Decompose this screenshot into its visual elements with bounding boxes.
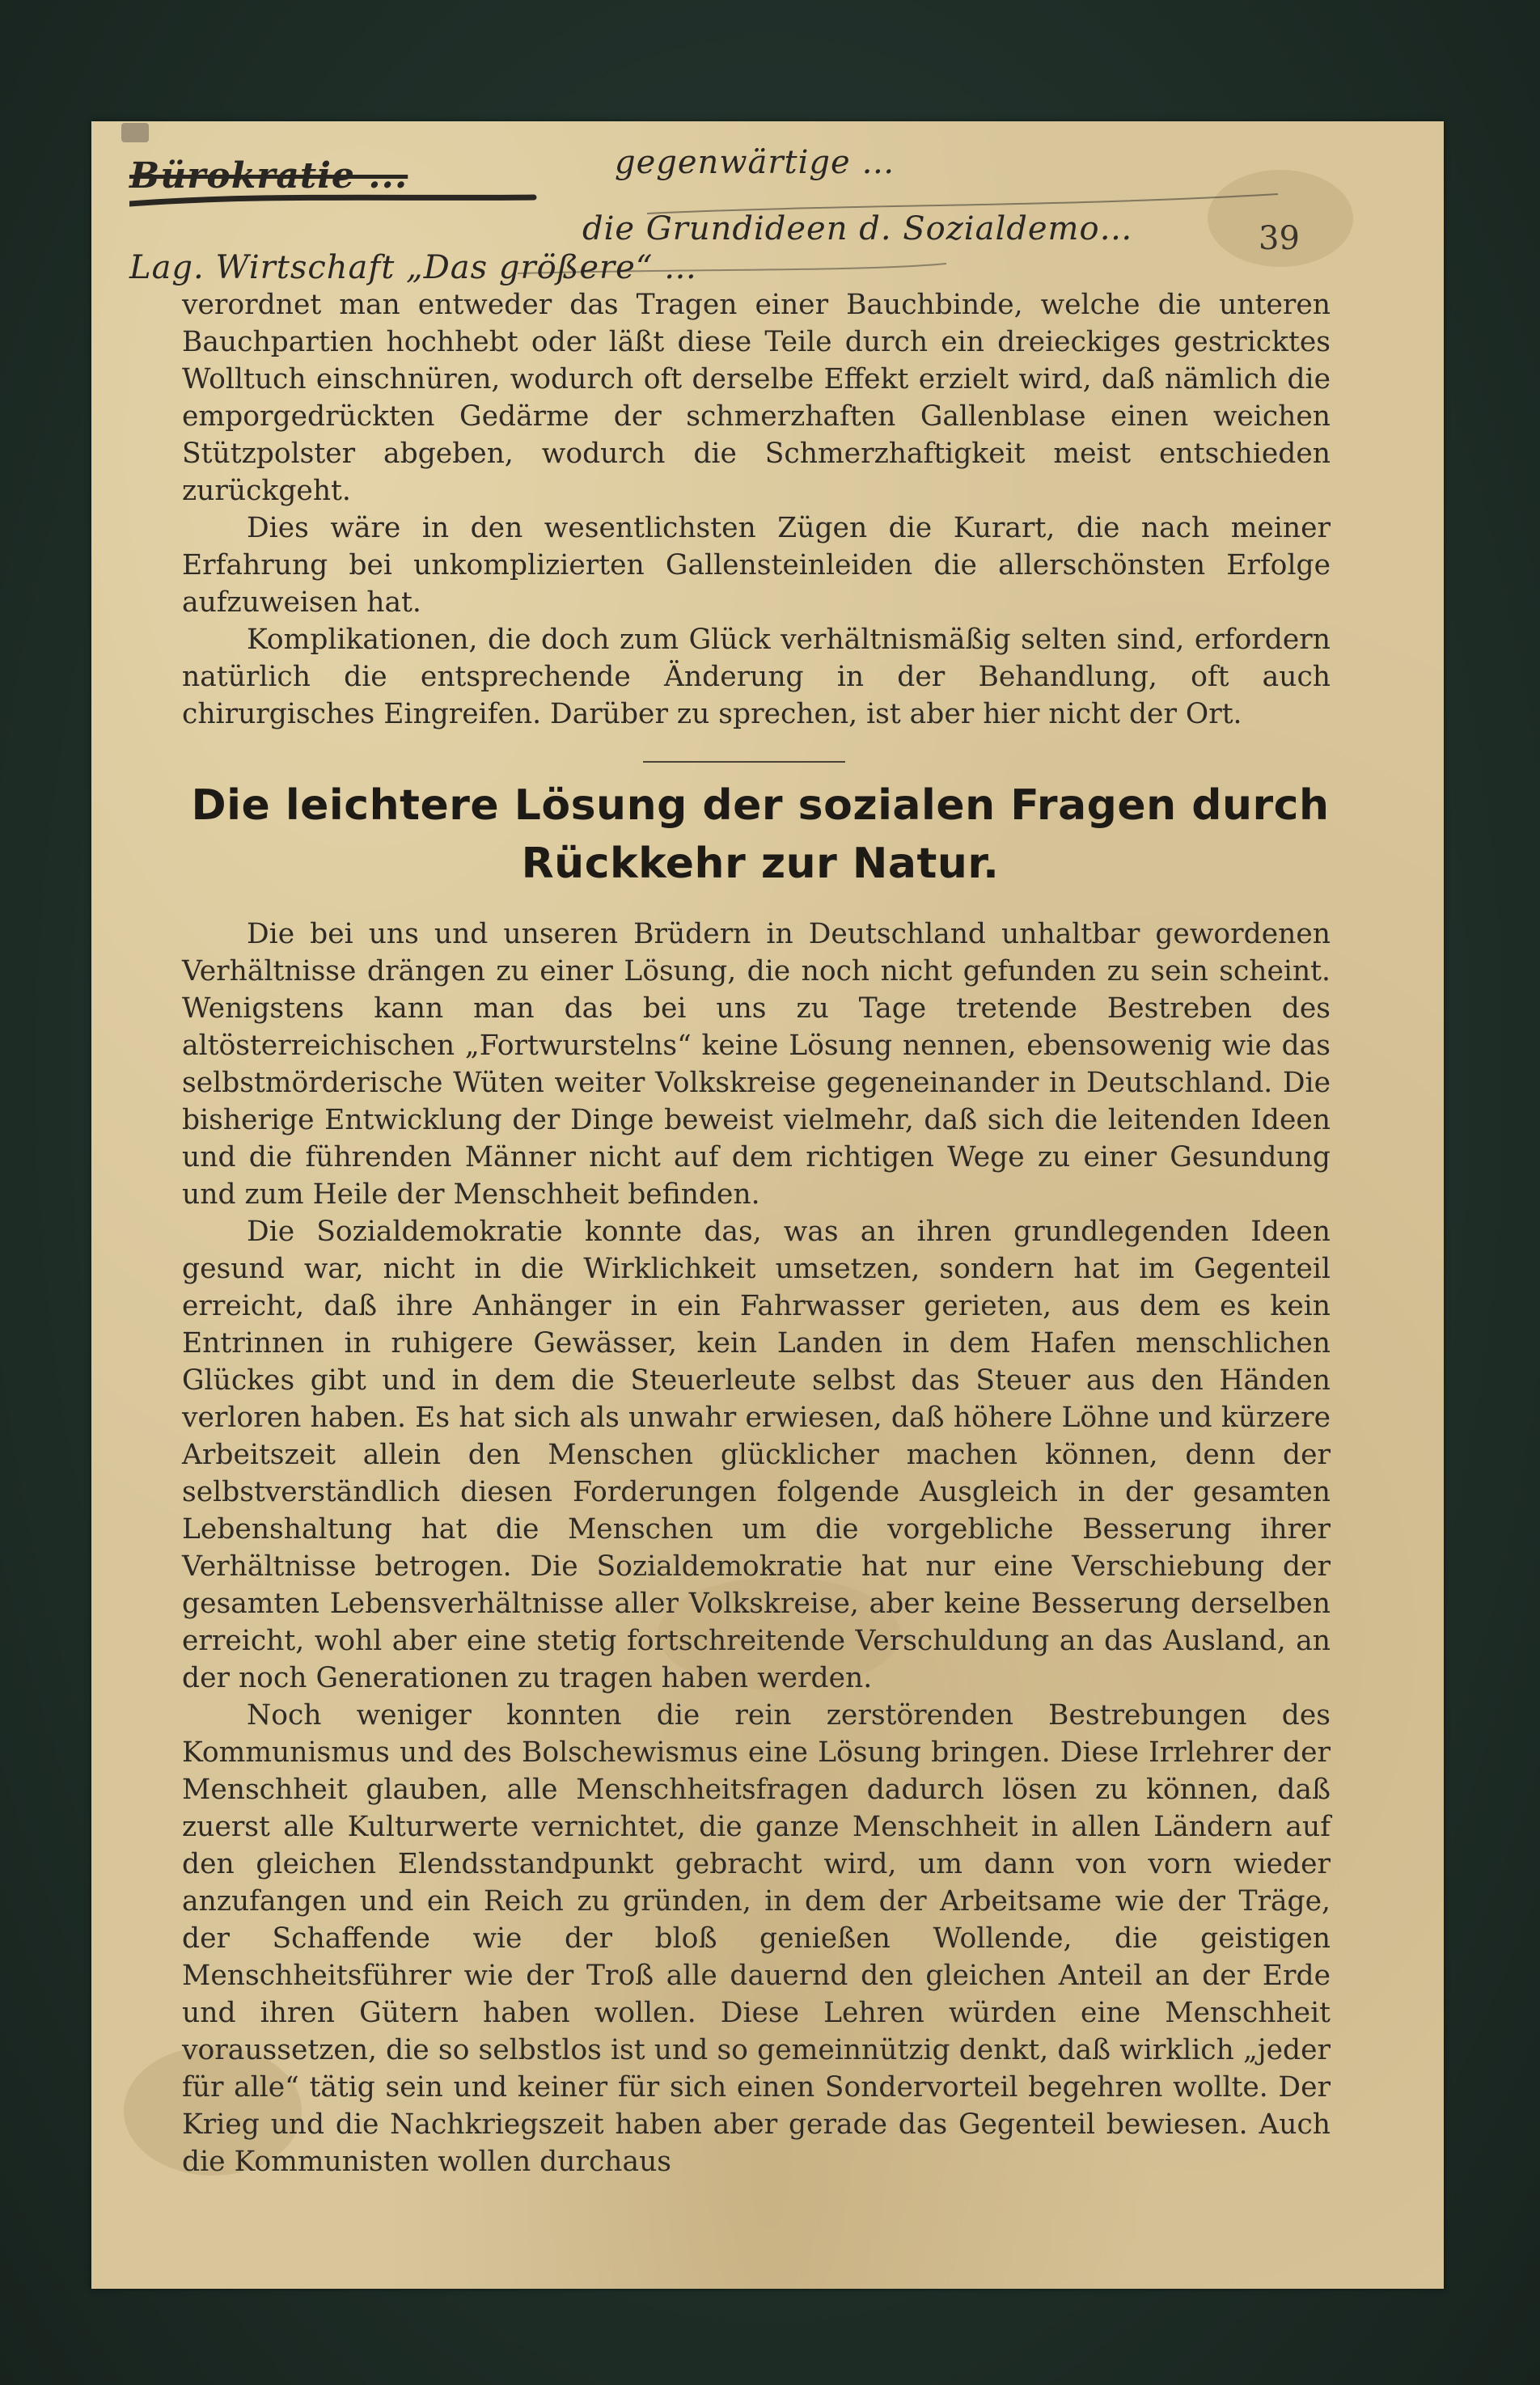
paragraph: verordnet man entweder das Tragen einer Bauchbinde, welche die unteren Bauchpartien hochhebt oder läßt diese Teile durch ein dreieckiges gestricktes Wolltuch einschnüren, wodurch oft derselbe Effekt erzielt wird, daß nämlich die emporgedrückten Gedärme der schmerzhaften Gallenblase einen weichen Stützpolster abgeben, wodurch die Schmerzhaftigkeit meist entschieden zurückgeht. (182, 289, 1331, 507)
handwritten-line-4: Lag. Wirtschaft „Das größere“ … (129, 249, 698, 286)
section-divider (643, 761, 845, 763)
previous-article-text (182, 286, 1331, 733)
paragraph: Die Sozialdemokratie konnte das, was an ihren grundlegenden Ideen gesund war, nicht in die Wirklichkeit umsetzen, sondern hat im Gegenteil erreicht, daß ihre Anhänger in ein Fahrwasser gerieten, aus dem es kein Entrinnen in ruhigere Gewässer, kein Landen in dem Hafen menschlichen Glückes gibt und in dem die Steuerleute selbst das Steuer aus den Händen verloren haben. Es hat sich als unwahr erwiesen, daß höhere Löhne und kürzere Arbeitszeit allein den Menschen glücklicher machen können, denn der selbstverständlich diesen Forderungen folgende Ausgleich in der gesamten Lebenshaltung hat die Menschen um die vorgebliche Besserung ihrer Verhältnisse betrogen. Die Sozialdemokratie hat nur eine Verschiebung der gesamten Lebensverhältnisse aller Volkskreise, aber keine Besserung derselben erreicht, wohl aber eine stetig fortschreitende Verschuldung an das Ausland, an der noch Generationen zu tragen haben werden. (182, 1216, 1331, 1694)
handwriting-strokes (129, 129, 1440, 299)
paragraph: Dies wäre in den wesentlichsten Zügen die Kurart, die nach meiner Erfahrung bei unkomplizierten Gallensteinleiden die allerschönsten Erfolge aufzuweisen hat. (182, 512, 1331, 619)
page-number: 39 (1259, 220, 1300, 257)
handwritten-annotation (129, 129, 1440, 299)
article-title (186, 776, 1335, 893)
handwritten-line-1: Bürokratie ... (129, 155, 408, 197)
article-title-line-2: Rückkehr zur Natur. (521, 839, 1000, 888)
handwritten-line-2: gegenwärtige … (615, 144, 895, 181)
handwritten-line-3: die Grundideen d. Sozialdemo… (582, 210, 1133, 247)
article-title-line-1: Die leichtere Lösung der sozialen Fragen durch (191, 781, 1330, 830)
paragraph: Komplikationen, die doch zum Glück verhältnismäßig selten sind, erfordern natürlich die entsprechende Änderung in der Behandlung, oft auch chirurgisches Eingreifen. Darüber zu sprechen, ist aber hier nicht der Ort. (182, 624, 1331, 730)
paragraph: Die bei uns und unseren Brüdern in Deutschland unhaltbar gewordenen Verhältnisse drängen zu einer Lösung, die noch nicht gefunden zu sein scheint. Wenigstens kann man das bei uns zu Tage tretende Bestreben des altösterreichischen „Fortwurstelns“ keine Lösung nennen, ebensowenig wie das selbstmörderische Wüten weiter Volkskreise gegeneinander in Deutschland. Die bisherige Entwicklung der Dinge beweist vielmehr, daß sich die leitenden Ideen und die führenden Männer nicht auf dem richtigen Wege zu einer Gesundung und zum Heile der Menschheit befinden. (182, 918, 1331, 1211)
paragraph: Noch weniger konnten die rein zerstörenden Bestrebungen des Kommunismus und des Bolschewismus eine Lösung bringen. Diese Irrlehrer der Menschheit glauben, alle Menschheitsfragen dadurch lösen zu können, daß zuerst alle Kulturwerte vernichtet, die ganze Menschheit in allen Ländern auf den gleichen Elendsstandpunkt gebracht wird, um dann von vorn wieder anzufangen und ein Reich zu gründen, in dem der Arbeitsame wie der Träge, der Schaffende wie der bloß genießen Wollende, die geistigen Menschheitsführer wie der Troß alle dauernd den gleichen Anteil an der Erde und ihren Gütern haben wollen. Diese Lehren würden eine Menschheit voraussetzen, die so selbstlos ist und so gemeinnützig denkt, daß wirklich „jeder für alle“ tätig sein und keiner für sich einen Sondervorteil begehren wollte. Der Krieg und die Nachkriegszeit haben aber gerade das Gegenteil bewiesen. Auch die Kommunisten wollen durchaus (182, 1699, 1331, 2178)
article-body (182, 916, 1331, 2180)
